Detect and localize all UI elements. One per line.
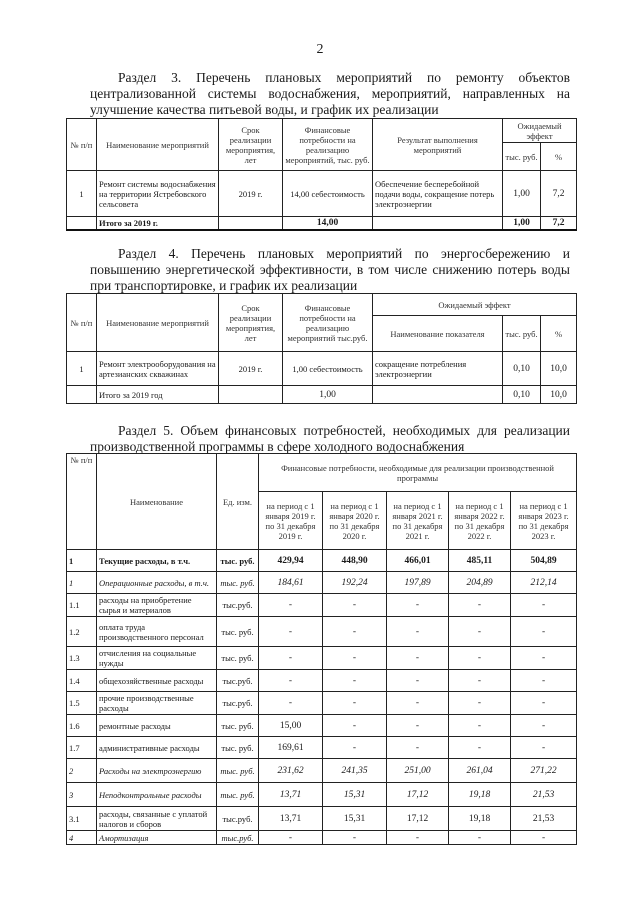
cell-value: -: [323, 692, 387, 715]
table-row: [67, 352, 577, 386]
cell-name: Ремонт системы водоснабжения на территории Ястребовского сельсовета: [97, 171, 219, 217]
section3-table: [66, 118, 577, 231]
cell-value: -: [449, 670, 511, 692]
col-header-percent: %: [541, 316, 577, 352]
cell-effect-value: 0,10: [503, 352, 541, 386]
table-row: [67, 737, 577, 759]
col-header-period: на период с 1 января 2021 г. по 31 декабря 2021 г.: [387, 492, 449, 550]
cell-value: -: [323, 831, 387, 845]
cell-name: административные расходы: [97, 737, 217, 759]
cell-value: 15,31: [323, 807, 387, 831]
col-header-indicator: Наименование показателя: [373, 316, 503, 352]
cell-value: 429,94: [259, 550, 323, 572]
cell-value: -: [511, 715, 577, 737]
cell-num: 1: [67, 550, 97, 572]
cell-value: 17,12: [387, 783, 449, 807]
col-header-num: № п/п: [67, 454, 97, 550]
cell-unit: тыс.руб.: [217, 807, 259, 831]
cell-value: 197,89: [387, 572, 449, 594]
col-header-unit: Ед. изм.: [217, 454, 259, 550]
section4-heading-line: при транспортировке, и график их реализации: [90, 278, 358, 293]
cell-value: 448,90: [323, 550, 387, 572]
section3-heading-line: централизованной системы водоснабжения, мероприятий, направленных на: [90, 86, 570, 101]
col-header-name: Наименование мероприятий: [97, 294, 219, 352]
cell-effect-percent: 7,2: [541, 171, 577, 217]
cell-effect-percent: 10,0: [541, 352, 577, 386]
table-row: [67, 617, 577, 647]
cell-value: 19,18: [449, 807, 511, 831]
table-row: [67, 171, 577, 217]
col-header-effect: Ожидаемый эффект: [503, 119, 577, 143]
cell-name: расходы на приобретение сырья и материалов: [97, 594, 217, 617]
cell-value: -: [511, 737, 577, 759]
cell-name: оплата труда производственного персонал: [97, 617, 217, 647]
table-row: [67, 647, 577, 670]
cell-value: 251,00: [387, 759, 449, 783]
col-header-finance: Финансовые потребности на реализацию мероприятий тыс.руб.: [283, 294, 373, 352]
cell-unit: тыс. руб.: [217, 737, 259, 759]
cell-name: ремонтные расходы: [97, 715, 217, 737]
cell-total-effect-percent: 10,0: [541, 386, 577, 404]
cell-value: -: [323, 647, 387, 670]
cell-unit: тыс.руб.: [217, 594, 259, 617]
cell-value: -: [259, 594, 323, 617]
cell-name: прочие производственные расходы: [97, 692, 217, 715]
section3-heading: [90, 70, 570, 118]
cell-unit: тыс.руб.: [217, 831, 259, 845]
table-row: [67, 783, 577, 807]
cell-value: -: [387, 831, 449, 845]
table-row: [67, 550, 577, 572]
section4-heading-line: Раздел 4. Перечень плановых мероприятий по энергосбережению и: [118, 246, 570, 261]
cell-num: 1: [67, 171, 97, 217]
cell-value: -: [511, 692, 577, 715]
cell-unit: тыс. руб.: [217, 647, 259, 670]
cell-unit: тыс. руб.: [217, 572, 259, 594]
table-row: [67, 831, 577, 845]
cell-value: 231,62: [259, 759, 323, 783]
cell-value: 485,11: [449, 550, 511, 572]
cell-value: 17,12: [387, 807, 449, 831]
col-header-unit: тыс. руб.: [503, 143, 541, 171]
table-row: [67, 572, 577, 594]
cell-num: 1.6: [67, 715, 97, 737]
table-row: [67, 594, 577, 617]
table-row: [67, 692, 577, 715]
section5-heading-line: производственной программы в сфере холодного водоснабжения: [90, 439, 465, 454]
cell-value: -: [449, 594, 511, 617]
cell-value: 21,53: [511, 807, 577, 831]
cell-value: -: [259, 692, 323, 715]
col-header-effect: Ожидаемый эффект: [373, 294, 577, 316]
section4-table: [66, 293, 577, 404]
cell-name: Расходы на электроэнергию: [97, 759, 217, 783]
col-header-unit: тыс. руб.: [503, 316, 541, 352]
cell-num: 1.1: [67, 594, 97, 617]
cell-num: 1.7: [67, 737, 97, 759]
cell-value: 184,61: [259, 572, 323, 594]
col-header-num: № п/п: [67, 294, 97, 352]
cell-value: 21,53: [511, 783, 577, 807]
cell-value: -: [511, 617, 577, 647]
cell-value: 212,14: [511, 572, 577, 594]
cell-value: 13,71: [259, 807, 323, 831]
cell-value: -: [387, 692, 449, 715]
cell-value: -: [387, 670, 449, 692]
table-row: [67, 715, 577, 737]
cell-value: -: [449, 692, 511, 715]
cell-name: Текущие расходы, в т.ч.: [97, 550, 217, 572]
page-number: 2: [316, 42, 324, 57]
cell-num: 3: [67, 783, 97, 807]
section5-heading: [90, 423, 570, 455]
total-row: [67, 386, 577, 404]
cell-value: 466,01: [387, 550, 449, 572]
cell-name: Амортизация: [97, 831, 217, 845]
cell-value: -: [387, 647, 449, 670]
cell-value: -: [511, 647, 577, 670]
section5-table-body: [67, 550, 577, 845]
col-header-period: на период с 1 января 2020 г. по 31 декабря 2020 г.: [323, 492, 387, 550]
cell-value: -: [449, 715, 511, 737]
cell-num: 1.2: [67, 617, 97, 647]
col-header-num: № п/п: [67, 119, 97, 171]
cell-value: 504,89: [511, 550, 577, 572]
cell-name: общехозяйственные расходы: [97, 670, 217, 692]
col-header-name: Наименование мероприятий: [97, 119, 219, 171]
cell-num: 1.5: [67, 692, 97, 715]
cell-effect-value: 1,00: [503, 171, 541, 217]
cell-unit: тыс.руб.: [217, 692, 259, 715]
cell-value: -: [511, 594, 577, 617]
cell-total-label: Итого за 2019 г.: [97, 217, 219, 231]
cell-num: 3.1: [67, 807, 97, 831]
cell-unit: тыс. руб.: [217, 715, 259, 737]
cell-value: -: [449, 737, 511, 759]
cell-unit: тыс.руб.: [217, 670, 259, 692]
cell-value: 15,00: [259, 715, 323, 737]
cell-total-effect-value: 1,00: [503, 217, 541, 231]
cell-term: 2019 г.: [219, 171, 283, 217]
col-header-result: Результат выполнения мероприятий: [373, 119, 503, 171]
cell-num: 1: [67, 352, 97, 386]
cell-total-finance: 14,00: [283, 217, 373, 231]
cell-finance: 14,00 себестоимость: [283, 171, 373, 217]
cell-num: 1.3: [67, 647, 97, 670]
cell-result: Обеспечение бесперебойной подачи воды, сокращение потерь электроэнергии: [373, 171, 503, 217]
cell-value: 192,24: [323, 572, 387, 594]
col-header-period: на период с 1 января 2019 г. по 31 декабря 2019 г.: [259, 492, 323, 550]
col-header-finance: Финансовые потребности на реализацию мероприятий, тыс. руб.: [283, 119, 373, 171]
col-header-term: Срок реализации мероприятия, лет: [219, 294, 283, 352]
cell-value: -: [259, 670, 323, 692]
cell-value: -: [387, 594, 449, 617]
cell-total-label: Итого за 2019 год: [97, 386, 219, 404]
col-header-period: на период с 1 января 2023 г. по 31 декабря 2023 г.: [511, 492, 577, 550]
cell-num: 4: [67, 831, 97, 845]
cell-value: -: [259, 647, 323, 670]
cell-value: -: [387, 737, 449, 759]
cell-num: 1: [67, 572, 97, 594]
cell-term: 2019 г.: [219, 352, 283, 386]
total-row: [67, 217, 577, 231]
col-header-finance: Финансовые потребности, необходимые для реализации производственной программы: [259, 454, 577, 492]
col-header-term: Срок реализации мероприятия, лет: [219, 119, 283, 171]
cell-value: -: [323, 594, 387, 617]
cell-value: -: [449, 831, 511, 845]
cell-value: 271,22: [511, 759, 577, 783]
cell-value: -: [259, 831, 323, 845]
table-row: [67, 759, 577, 783]
cell-value: 204,89: [449, 572, 511, 594]
col-header-period: на период с 1 января 2022 г. по 31 декабря 2022 г.: [449, 492, 511, 550]
cell-value: -: [449, 647, 511, 670]
cell-unit: тыс. руб.: [217, 783, 259, 807]
cell-value: -: [511, 831, 577, 845]
cell-value: 15,31: [323, 783, 387, 807]
table-row: [67, 670, 577, 692]
cell-unit: тыс. руб.: [217, 550, 259, 572]
cell-total-effect-value: 0,10: [503, 386, 541, 404]
cell-total-effect-percent: 7,2: [541, 217, 577, 231]
section3-heading-line: Раздел 3. Перечень плановых мероприятий по ремонту объектов: [118, 70, 570, 85]
cell-name: отчисления на социальные нужды: [97, 647, 217, 670]
cell-unit: тыс. руб.: [217, 617, 259, 647]
cell-value: 261,04: [449, 759, 511, 783]
cell-total-finance: 1,00: [283, 386, 373, 404]
cell-value: -: [449, 617, 511, 647]
table-row: [67, 807, 577, 831]
cell-finance: 1,00 себестоимость: [283, 352, 373, 386]
cell-value: -: [387, 617, 449, 647]
section4-heading-line: повышению энергетической эффективности, в том числе снижению потерь воды: [90, 262, 570, 277]
cell-name: Неподконтрольные расходы: [97, 783, 217, 807]
cell-value: -: [323, 670, 387, 692]
cell-indicator: сокращение потребления электроэнергии: [373, 352, 503, 386]
cell-num: 1.4: [67, 670, 97, 692]
cell-value: -: [323, 715, 387, 737]
col-header-percent: %: [541, 143, 577, 171]
cell-unit: тыс. руб.: [217, 759, 259, 783]
section5-table: [66, 453, 577, 845]
cell-name: Ремонт электрооборудования на артезианских скважинах: [97, 352, 219, 386]
section5-heading-line: Раздел 5. Объем финансовых потребностей, необходимых для реализации: [118, 423, 570, 438]
cell-value: -: [511, 670, 577, 692]
cell-name: расходы, связанные с уплатой налогов и сборов: [97, 807, 217, 831]
cell-value: 241,35: [323, 759, 387, 783]
cell-value: -: [259, 617, 323, 647]
cell-value: -: [387, 715, 449, 737]
col-header-name: Наименование: [97, 454, 217, 550]
cell-value: 19,18: [449, 783, 511, 807]
section4-heading: [90, 246, 570, 294]
section3-heading-line: улучшение качества питьевой воды, и график их реализации: [90, 102, 439, 117]
cell-value: 169,61: [259, 737, 323, 759]
cell-value: -: [323, 617, 387, 647]
cell-name: Операционные расходы, в т.ч.: [97, 572, 217, 594]
cell-num: 2: [67, 759, 97, 783]
cell-value: -: [323, 737, 387, 759]
cell-value: 13,71: [259, 783, 323, 807]
